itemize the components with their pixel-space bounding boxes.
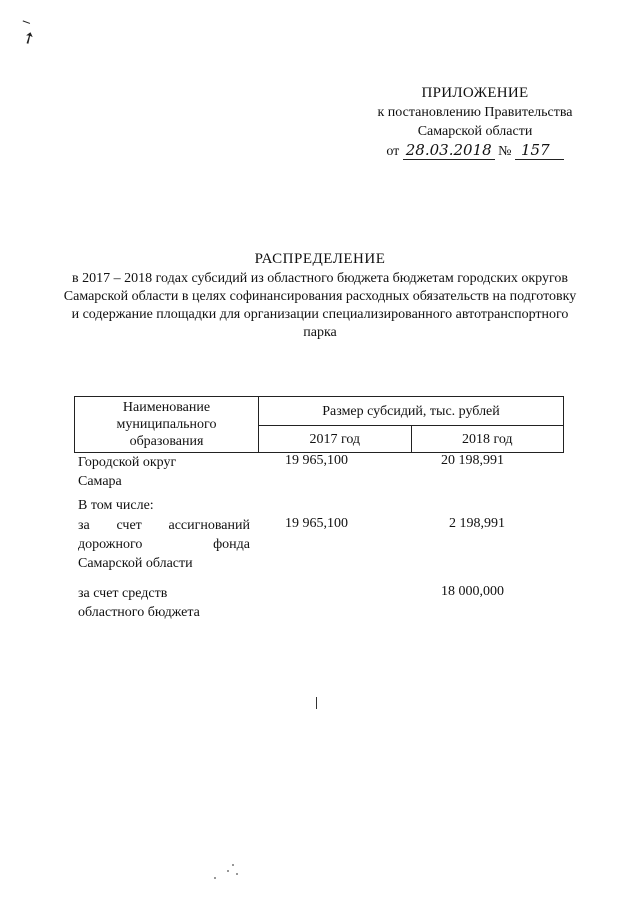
- appendix-line-2: Самарской области: [417, 124, 533, 139]
- subsidy-table: [74, 396, 564, 453]
- row-samara-2017: 19 965,100: [285, 453, 348, 468]
- row-samara-name: Городской округ Самара: [78, 455, 177, 489]
- handwritten-number: 157: [515, 141, 564, 160]
- scan-stray-line: [316, 697, 317, 709]
- scan-speck: [236, 873, 238, 875]
- row-road-fund-name: за счет ассигнований дорожного фонда Самарской области: [78, 518, 250, 571]
- document-title-main: РАСПРЕДЕЛЕНИЕ: [254, 251, 386, 267]
- row-regional-budget-name: за счет средств областного бюджета: [78, 586, 200, 620]
- scan-mark-arrow: ➚: [18, 25, 40, 50]
- document-title: [60, 250, 580, 342]
- row-including: В том числе:: [78, 498, 154, 513]
- from-label: от: [386, 144, 400, 159]
- row-road-fund-2018: 2 198,991: [449, 516, 505, 531]
- scan-speck: [227, 870, 229, 872]
- appendix-date-line: [360, 141, 590, 161]
- handwritten-date: 28.03.2018: [403, 141, 495, 160]
- scan-speck: [214, 877, 216, 879]
- row-samara-2018: 20 198,991: [441, 453, 504, 468]
- number-label: №: [498, 144, 512, 159]
- appendix-header: [360, 84, 590, 161]
- document-subtitle: в 2017 – 2018 годах субсидий из областного бюджета бюджетам городских округов Самарской области в целях софинансирования расходных обязательств на подготовку и содержание площадки для организации специализированного автотранспортного парка: [63, 271, 577, 340]
- row-road-fund-2017: 19 965,100: [285, 516, 348, 531]
- header-2018: 2018 год: [411, 426, 564, 453]
- scan-speck: [232, 864, 234, 866]
- scan-mark-dash: ‒: [19, 12, 34, 32]
- header-municipality: Наименование муниципального образования: [75, 397, 259, 453]
- header-2017: 2017 год: [259, 426, 412, 453]
- appendix-line-1: к постановлению Правительства: [377, 105, 573, 120]
- appendix-title: ПРИЛОЖЕНИЕ: [421, 85, 529, 101]
- row-regional-budget-2018: 18 000,000: [441, 584, 504, 599]
- header-amount: Размер субсидий, тыс. рублей: [259, 397, 564, 426]
